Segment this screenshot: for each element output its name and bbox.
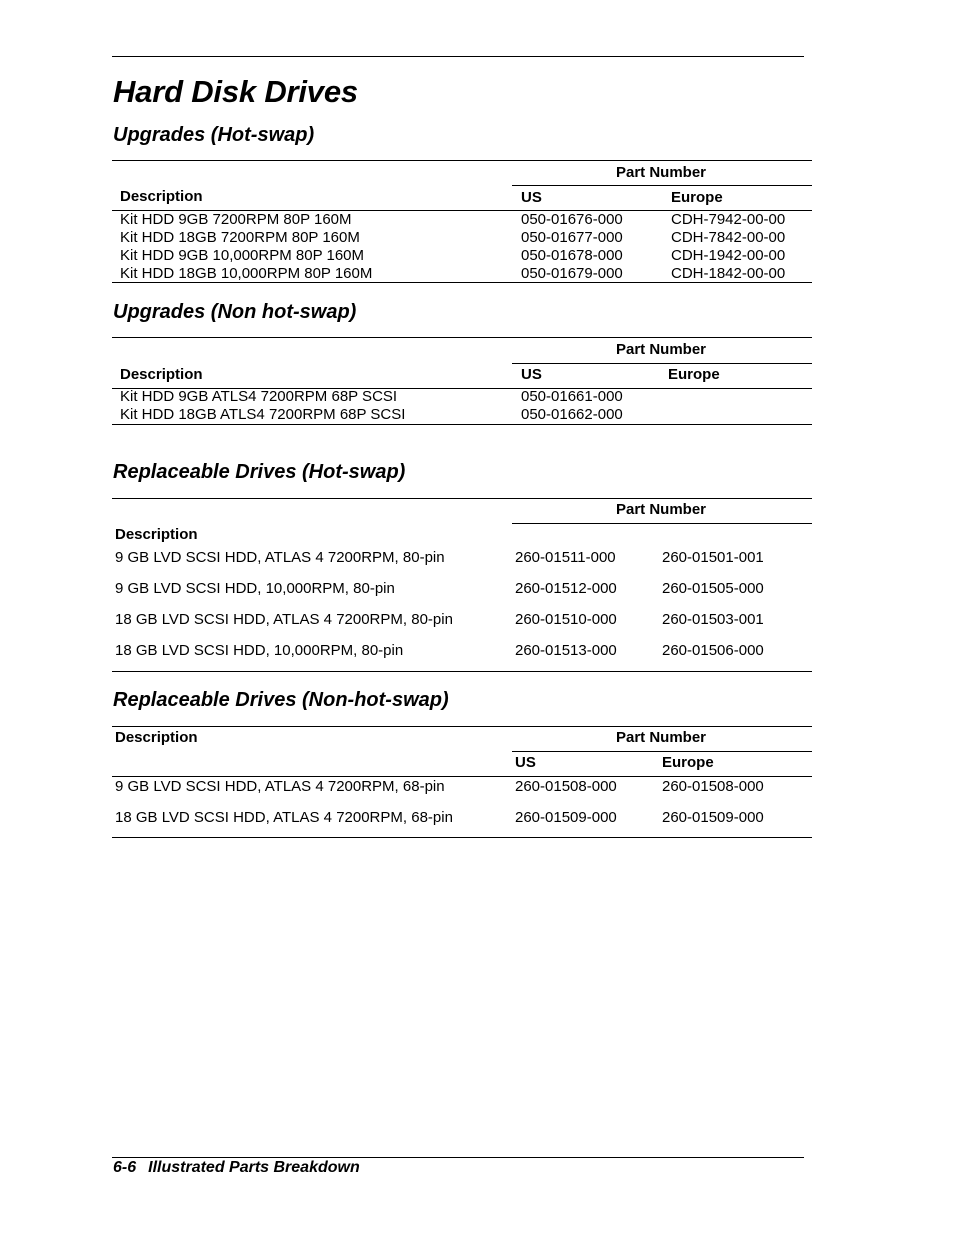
table-cell-part-number: 260-01513-000 — [515, 642, 617, 659]
footer-rule — [112, 1157, 804, 1158]
table-cell-europe: CDH-1842-00-00 — [671, 265, 786, 282]
part-number-rule — [512, 523, 812, 524]
table-cell-europe: CDH-7842-00-00 — [671, 229, 786, 246]
table-cell-description: Kit HDD 9GB 7200RPM 80P 160M — [120, 211, 352, 228]
table-cell-description: 9 GB LVD SCSI HDD, ATLAS 4 7200RPM, 80-pin — [115, 549, 445, 566]
table-cell-us: 050-01677-000 — [521, 229, 623, 246]
table-cell-part-number: 260-01501-001 — [662, 549, 764, 566]
table-cell-us: 260-01508-000 — [515, 778, 617, 795]
table-cell-us: 050-01676-000 — [521, 211, 623, 228]
table-cell-us: 260-01509-000 — [515, 809, 617, 826]
table-bottom-rule — [112, 424, 812, 425]
table-cell-description: 9 GB LVD SCSI HDD, ATLAS 4 7200RPM, 68-pin — [115, 778, 445, 795]
table-cell-us: 050-01662-000 — [521, 406, 623, 423]
part-number-header: Part Number — [616, 501, 707, 518]
table-cell-us: 050-01678-000 — [521, 247, 623, 264]
table-cell-description: 18 GB LVD SCSI HDD, 10,000RPM, 80-pin — [115, 642, 404, 659]
table-cell-description: 18 GB LVD SCSI HDD, ATLAS 4 7200RPM, 68-pin — [115, 809, 453, 826]
table-cell-description: Kit HDD 9GB ATLS4 7200RPM 68P SCSI — [120, 388, 398, 405]
section-title-upgrades-hot-swap: Upgrades (Hot-swap) — [113, 124, 315, 146]
table-bottom-rule — [112, 837, 812, 838]
column-header-us: US — [521, 189, 542, 206]
column-header-europe: Europe — [668, 366, 720, 383]
table-bottom-rule — [112, 282, 812, 283]
table-cell-description: Kit HDD 18GB 7200RPM 80P 160M — [120, 229, 360, 246]
table-cell-description: Kit HDD 9GB 10,000RPM 80P 160M — [120, 247, 365, 264]
table-cell-part-number: 260-01510-000 — [515, 611, 617, 628]
table-cell-description: 9 GB LVD SCSI HDD, 10,000RPM, 80-pin — [115, 580, 395, 597]
part-number-header: Part Number — [616, 164, 707, 181]
table-top-rule — [112, 160, 812, 161]
table-cell-part-number: 260-01511-000 — [515, 549, 616, 566]
table-cell-europe: 260-01509-000 — [662, 809, 764, 826]
part-number-header: Part Number — [616, 341, 707, 358]
table-cell-us: 050-01679-000 — [521, 265, 623, 282]
header-rule — [112, 56, 804, 57]
page-title: Hard Disk Drives — [113, 74, 358, 109]
column-header-europe: Europe — [662, 754, 714, 771]
table-cell-description: Kit HDD 18GB 10,000RPM 80P 160M — [120, 265, 373, 282]
part-number-header: Part Number — [616, 729, 707, 746]
part-number-rule — [512, 185, 812, 186]
table-top-rule — [112, 498, 812, 499]
chapter-title: Illustrated Parts Breakdown — [148, 1159, 360, 1176]
table-cell-description: Kit HDD 18GB ATLS4 7200RPM 68P SCSI — [120, 406, 406, 423]
part-number-rule — [512, 751, 812, 752]
table-cell-part-number: 260-01503-001 — [662, 611, 764, 628]
column-header-europe: Europe — [671, 189, 723, 206]
table-cell-us: 050-01661-000 — [521, 388, 623, 405]
column-header-us: US — [515, 754, 536, 771]
table-top-rule — [112, 726, 812, 727]
table-cell-part-number: 260-01506-000 — [662, 642, 764, 659]
table-cell-europe: CDH-7942-00-00 — [671, 211, 786, 228]
page-footer — [113, 1159, 360, 1177]
table-top-rule — [112, 337, 812, 338]
table-cell-part-number: 260-01512-000 — [515, 580, 617, 597]
column-header-description: Description — [120, 188, 203, 205]
column-header-us: US — [521, 366, 542, 383]
table-cell-description: 18 GB LVD SCSI HDD, ATLAS 4 7200RPM, 80-pin — [115, 611, 453, 628]
header-bottom-rule — [112, 776, 812, 777]
section-title-replaceable-non-hot-swap: Replaceable Drives (Non-hot-swap) — [113, 689, 449, 711]
table-cell-part-number: 260-01505-000 — [662, 580, 764, 597]
section-title-replaceable-hot-swap: Replaceable Drives (Hot-swap) — [113, 461, 406, 483]
table-cell-europe: 260-01508-000 — [662, 778, 764, 795]
page-number: 6-6 — [113, 1159, 137, 1176]
column-header-description: Description — [120, 366, 203, 383]
part-number-rule — [512, 363, 812, 364]
section-title-upgrades-non-hot-swap: Upgrades (Non hot-swap) — [113, 301, 357, 323]
table-bottom-rule — [112, 671, 812, 672]
column-header-description: Description — [115, 526, 198, 543]
column-header-description: Description — [115, 729, 198, 746]
table-cell-europe: CDH-1942-00-00 — [671, 247, 786, 264]
